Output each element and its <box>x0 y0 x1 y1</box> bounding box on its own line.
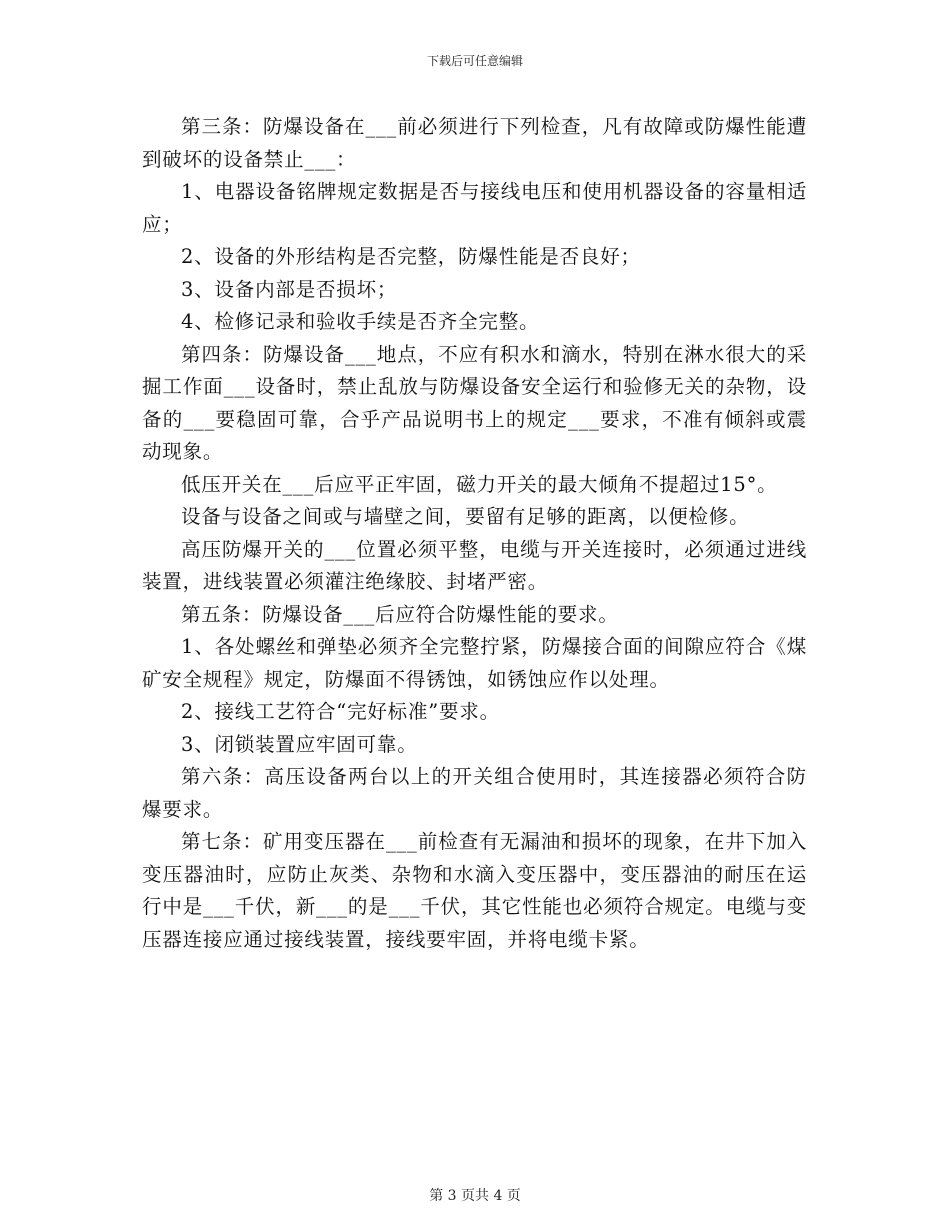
paragraph-article-3: 第三条：防爆设备在___前必须进行下列检查，凡有故障或防爆性能遭到破坏的设备禁止___： <box>142 115 807 171</box>
document-body <box>142 111 807 956</box>
paragraph-spacing: 设备与设备之间或与墙壁之间，要留有足够的距离，以便检修。 <box>181 505 750 528</box>
page-header: 下载后可任意编辑 <box>426 54 523 68</box>
paragraph-low-voltage-switch: 低压开关在___后应平正牢固，磁力开关的最大倾角不提超过15°。 <box>181 472 778 496</box>
paragraph-item-1b: 1、各处螺丝和弹垫必须齐全完整拧紧，防爆接合面的间隙应符合《煤矿安全规程》规定，防爆面不得锈蚀，如锈蚀应作以处理。 <box>142 635 807 691</box>
paragraph-item-2b: 2、接线工艺符合“完好标准”要求。 <box>181 700 500 723</box>
paragraph-article-7: 第七条：矿用变压器在___前检查有无漏油和损坏的现象，在井下加入变压器油时，应防止灰类、杂物和水滴入变压器中，变压器油的耐压在运行中是___千伏，新___的是___千伏，其它性能也必须符合规定。电缆与变压器连接应通过接线装置，接线要牢固，并将电缆卡紧。 <box>142 830 807 951</box>
paragraph-item-2: 2、设备的外形结构是否完整，防爆性能是否良好； <box>181 245 641 268</box>
paragraph-article-5: 第五条：防爆设备___后应符合防爆性能的要求。 <box>181 602 619 626</box>
paragraph-item-1: 1、电器设备铭牌规定数据是否与接线电压和使用机器设备的容量相适应； <box>142 180 807 236</box>
paragraph-item-3b: 3、闭锁装置应牢固可靠。 <box>181 732 418 756</box>
paragraph-high-voltage-switch: 高压防爆开关的___位置必须平整，电缆与开关连接时，必须通过进线装置，进线装置必须灌注绝缘胶、封堵严密。 <box>142 537 807 593</box>
page-footer: 第 3 页共 4 页 <box>429 1188 521 1204</box>
paragraph-item-4: 4、检修记录和验收手续是否齐全完整。 <box>181 310 540 333</box>
paragraph-article-4: 第四条：防爆设备___地点，不应有积水和滴水，特别在淋水很大的采掘工作面___设备时，禁止乱放与防爆设备安全运行和验修无关的杂物，设备的___要稳固可靠，合乎产品说明书上的规定___要求，不准有倾斜或震动现象。 <box>142 342 807 463</box>
paragraph-item-3: 3、设备内部是否损坏； <box>181 277 398 301</box>
paragraph-article-6: 第六条：高压设备两台以上的开关组合使用时，其连接器必须符合防爆要求。 <box>142 765 807 821</box>
